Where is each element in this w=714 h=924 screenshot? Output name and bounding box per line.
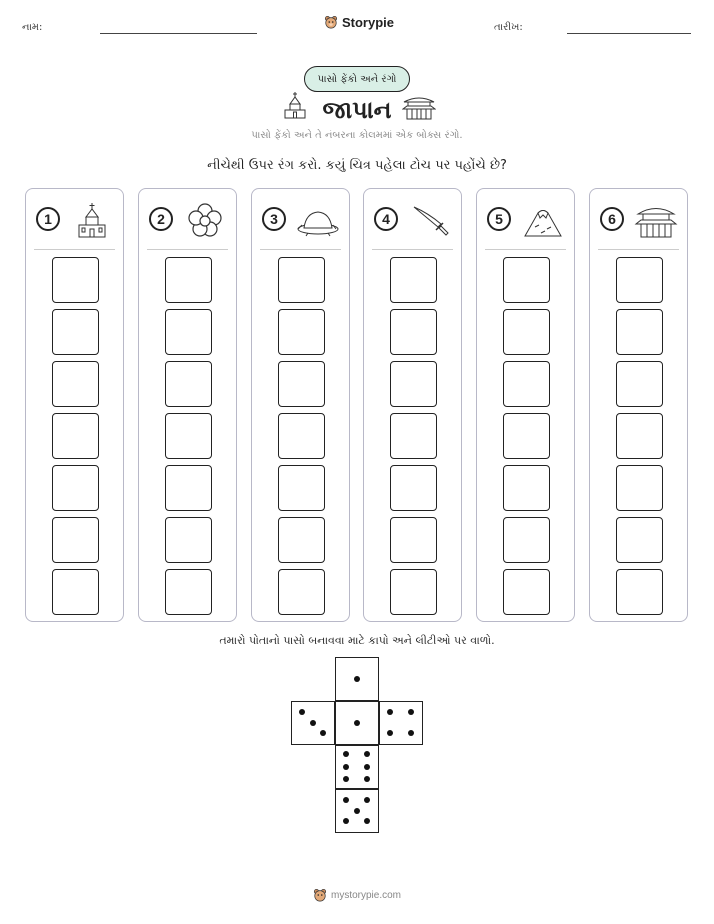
bear-icon: [324, 14, 338, 30]
column-3: [251, 188, 350, 622]
pip: [364, 751, 370, 757]
color-box[interactable]: [165, 413, 212, 459]
date-label: તારીખ:: [494, 22, 523, 33]
color-box[interactable]: [390, 465, 437, 511]
color-box[interactable]: [165, 257, 212, 303]
color-box[interactable]: [616, 517, 663, 563]
color-box[interactable]: [616, 309, 663, 355]
dice-face-6: [335, 745, 379, 789]
color-box[interactable]: [52, 465, 99, 511]
subtitle: પાસો ફેંકો અને તે નંબરના કોલમમાં એક બોક્સ રંગો.: [251, 130, 463, 141]
dice-face-5: [335, 789, 379, 833]
color-box[interactable]: [390, 257, 437, 303]
column-5: [476, 188, 575, 622]
color-box[interactable]: [278, 517, 325, 563]
pip: [343, 797, 349, 803]
column-header: [477, 203, 574, 239]
color-box[interactable]: [503, 257, 550, 303]
column-number: 2: [149, 207, 173, 231]
column-header: [590, 203, 687, 239]
rice-ball-icon: [296, 203, 340, 239]
dice-face-1: [335, 657, 379, 701]
color-box[interactable]: [616, 569, 663, 615]
color-box[interactable]: [390, 517, 437, 563]
footer-url[interactable]: mystorypie.com: [330, 889, 401, 901]
column-number: 6: [600, 207, 624, 231]
color-box[interactable]: [616, 465, 663, 511]
color-box[interactable]: [390, 361, 437, 407]
pip: [354, 720, 360, 726]
column-1: [25, 188, 124, 622]
pip: [343, 751, 349, 757]
name-line[interactable]: [100, 33, 257, 34]
sword-icon: [408, 203, 452, 239]
color-box[interactable]: [278, 413, 325, 459]
pip: [343, 776, 349, 782]
column-number: 4: [374, 207, 398, 231]
pip: [364, 797, 370, 803]
date-line[interactable]: [567, 33, 691, 34]
color-box[interactable]: [390, 413, 437, 459]
color-box[interactable]: [616, 413, 663, 459]
color-box[interactable]: [278, 309, 325, 355]
color-box[interactable]: [278, 465, 325, 511]
color-box[interactable]: [503, 569, 550, 615]
color-box[interactable]: [616, 257, 663, 303]
pip: [354, 808, 360, 814]
pip: [408, 730, 414, 736]
divider: [372, 249, 453, 250]
church-icon: [70, 203, 114, 239]
activity-badge: પાસો ફેંકો અને રંગો: [304, 66, 410, 92]
column-number: 1: [36, 207, 60, 231]
color-box[interactable]: [165, 309, 212, 355]
color-box[interactable]: [390, 569, 437, 615]
pip: [387, 730, 393, 736]
column-header: [252, 203, 349, 239]
mountain-icon: [521, 203, 565, 239]
column-4: [363, 188, 462, 622]
color-box[interactable]: [52, 413, 99, 459]
pip: [299, 709, 305, 715]
column-header: [139, 203, 236, 239]
instruction: નીચેથી ઉપર રંગ કરો. કયું ચિત્ર પહેલા ટોચ પર પહોંચે છે?: [207, 158, 507, 173]
bear-icon: [313, 888, 327, 902]
column-2: [138, 188, 237, 622]
color-box[interactable]: [503, 309, 550, 355]
cutout-instruction: તમારો પોતાનો પાસો બનાવવા માટે કાપો અને લીટીઓ પર વાળો.: [219, 634, 495, 647]
color-box[interactable]: [165, 465, 212, 511]
color-box[interactable]: [278, 361, 325, 407]
color-box[interactable]: [278, 569, 325, 615]
column-number: 5: [487, 207, 511, 231]
dice-face-4: [379, 701, 423, 745]
color-box[interactable]: [503, 361, 550, 407]
pagoda-icon: [402, 94, 436, 120]
storypie-logo: [324, 12, 394, 32]
divider: [598, 249, 679, 250]
pip: [364, 776, 370, 782]
color-box[interactable]: [165, 361, 212, 407]
color-box[interactable]: [503, 517, 550, 563]
color-box[interactable]: [52, 569, 99, 615]
color-box[interactable]: [616, 361, 663, 407]
color-box[interactable]: [503, 465, 550, 511]
pip: [343, 764, 349, 770]
brand-name: Storypie: [341, 14, 394, 30]
column-header: [364, 203, 461, 239]
dice-face-1: [335, 701, 379, 745]
color-box[interactable]: [278, 257, 325, 303]
pip: [364, 764, 370, 770]
column-6: [589, 188, 688, 622]
color-box[interactable]: [52, 361, 99, 407]
color-box[interactable]: [503, 413, 550, 459]
color-box[interactable]: [165, 569, 212, 615]
pip: [320, 730, 326, 736]
color-box[interactable]: [390, 309, 437, 355]
pip: [408, 709, 414, 715]
pip: [310, 720, 316, 726]
pip: [387, 709, 393, 715]
color-box[interactable]: [52, 257, 99, 303]
divider: [260, 249, 341, 250]
column-number: 3: [262, 207, 286, 231]
divider: [147, 249, 228, 250]
color-box[interactable]: [52, 517, 99, 563]
dice-face-3: [291, 701, 335, 745]
pip: [364, 818, 370, 824]
pip: [343, 818, 349, 824]
flower-icon: [183, 203, 227, 239]
pip: [354, 676, 360, 682]
name-label: નામ:: [22, 22, 43, 33]
column-header: [26, 203, 123, 239]
color-box[interactable]: [165, 517, 212, 563]
pagoda-icon: [634, 203, 678, 239]
divider: [485, 249, 566, 250]
footer: [0, 888, 714, 902]
divider: [34, 249, 115, 250]
color-box[interactable]: [52, 309, 99, 355]
page-title: જાપાન: [322, 96, 392, 124]
